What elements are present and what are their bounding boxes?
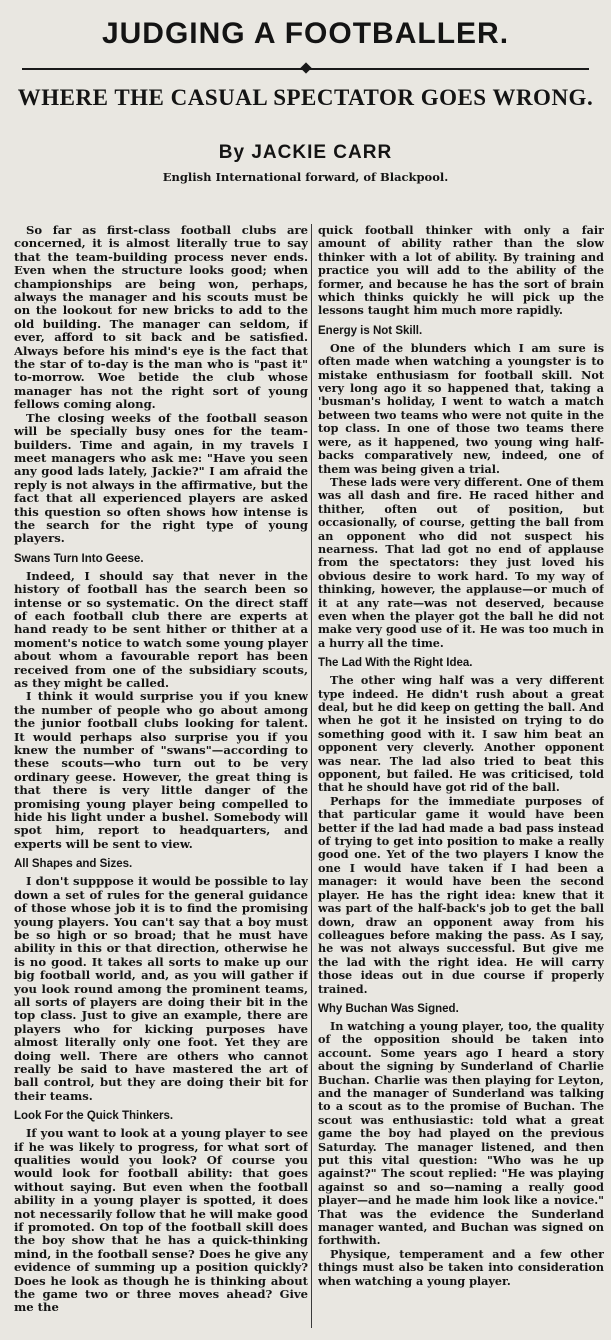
section-heading: Look For the Quick Thinkers. [14, 1110, 174, 1123]
paragraph: One of the blunders which I am sure is often made when watching a youngster is to mistake enthusiasm for football skill. Not very long ago it so happened that, taking a 'busman's holiday, I went to watch a match between two teams who were not quite in the top class. In one of those two teams there were, as it happened, two young wing half-backs comparatively new, indeed, one of them was being given a trial. [318, 340, 604, 476]
left-column [14, 224, 308, 1332]
paragraph: So far as first-class football clubs are concerned, it is almost literally true to say that the team-building process never ends. Even when the structure looks good; when championships are being won, perhaps, always the manager and his scouts must be on the lookout for new bricks to add to the old building. The manager can seldom, if ever, afford to sit back and be satisfied. Always before his mind's eye is the fact that the star of to-day is the man who is "past it" to-morrow. Woe betide the club whose manager has not the right sort of young fellows coming along. [14, 224, 308, 412]
paragraph: Indeed, I should say that never in the history of football has the search been so intense or so systematic. On the direct staff of each football club there are experts at hand ready to be sent hither or thither at a moment's notice to watch some young player about whom a favourable report has been received from one of the subsidiary scouts, as they might be called. [14, 568, 308, 690]
paragraph: If you want to look at a young player to see if he was likely to progress, for what sort of qualities would you look? Of course you would look for football ability: that goes without saying. But even when the football ability in a young player is spotted, it does not necessarily follow that he will make good if promoted. On top of the football skill does the boy show that he has a quick-thinking mind, in the football sense? Does he give any evidence of summing up a position quickly? Does he look as though he is thinking about the game two or three moves ahead? Give me the [14, 1126, 308, 1315]
section-heading: Energy is Not Skill. [318, 324, 423, 337]
diamond-ornament [300, 62, 311, 73]
section-heading: The Lad With the Right Idea. [318, 657, 473, 670]
column-rule [311, 224, 312, 1328]
right-column [318, 224, 604, 1332]
paragraph: quick football thinker with only a fair amount of ability rather than the slow thinker with a lot of ability. By training and practice you will add to the ability of the former, and because he has the sort of brain which thinks quickly he will pick up the lessons taught him much more rapidly. [318, 224, 604, 318]
subheadline: WHERE THE CASUAL SPECTATOR GOES WRONG. [17, 85, 594, 110]
paragraph: Perhaps for the immediate purposes of that particular game it would have been better if the lad had made a bad pass instead of trying to get into position to make a really good one. Yet of the two players I know the one I would have taken if I had been a manager: it would have been the second player. He has the right idea: knew that it was part of the half-back's job to get the ball down, draw an opponent away from his colleagues before making the pass. As I say, he was not always successful. But give me the lad with the right idea. He will carry those ideas out in due course if properly trained. [318, 793, 604, 996]
article-body [14, 224, 604, 1332]
section-heading: All Shapes and Sizes. [14, 858, 133, 871]
paragraph: The other wing half was a very different type indeed. He didn't rush about a great deal, but he did keep on getting the ball. And when he got it he insisted on trying to do something good with it. I saw him beat an opponent very cleverly. Another opponent was near. The lad also tried to beat this opponent, but failed. He was criticised, told that he should have got rid of the ball. [318, 673, 604, 795]
paragraph: I don't supppose it would be possible to lay down a set of rules for the general guidance of those whose job it is to find the promising young players. You can't say that a boy must be so high or so broad; that he must have ability in this or that direction, otherwise he is no good. It takes all sorts to make up our big football world, and, as you will gather if you look round among the prominent teams, all sorts of players are doing their bit in the top class. Just to give an example, there are players who for kicking purposes have almost literally only one foot. Yet they are doing well. There are others who cannot really be said to have mastered the art of ball control, but they are doing their bit for their teams. [14, 874, 308, 1103]
ornamental-rule [22, 62, 589, 76]
byline: By JACKIE CARR [218, 142, 393, 163]
paragraph: I think it would surprise you if you knew the number of people who go about among the junior football clubs looking for talent. It would perhaps also surprise you if you knew the number of "swans"—according to these scouts—who turn out to be very ordinary geese. However, the great thing is that there is very little danger of the promising young player being compelled to hide his light under a bushel. Somebody will spot him, report to headquarters, and experts will be sent to view. [14, 689, 308, 851]
paragraph: These lads were very different. One of them was all dash and fire. He raced hither and thither, often out of position, but occasionally, of course, getting the ball from an opponent who did not suspect his nearness. That lad got no end of applause from the spectators: they just loved his obvious desire to work hard. To my way of thinking, however, the applause—or much of it at any rate—was not deserved, because even when the player got the ball he did not make very good use of it. He was too much in a hurry all the time. [318, 474, 604, 650]
paragraph: The closing weeks of the football season will be specially busy ones for the team-builders. Time and again, in my travels I meet managers who ask me: "Have you seen any good lads lately, Jackie?" I am afraid the reply is not always in the affirmative, but the fact that all experienced players are asked this question so often shows how intense is the search for the right type of young players. [14, 410, 308, 546]
paragraph: Physique, temperament and a few other things must also be taken into consideration when watching a young player. [318, 1246, 604, 1288]
headline: JUDGING A FOOTBALLER. [101, 17, 510, 50]
section-heading: Why Buchan Was Signed. [318, 1002, 459, 1015]
author-credit: English International forward, of Blackpool. [162, 170, 449, 184]
paragraph: In watching a young player, too, the quality of the opposition should be taken into account. Some years ago I heard a story about the signing by Sunderland of Charlie Buchan. Charlie was then playing for Leyton, and the manager of Sunderland was talking to a scout as to the promise of Buchan. The scout was enthusiastic: told what a great game the boy had played on the previous Saturday. The manager listened, and then put this vital question: "Who was he up against?" The scout replied: "He was playing against so and so—naming a really good player—and he made him look like a novice." That was the evidence the Sunderland manager wanted, and Buchan was signed on forthwith. [318, 1018, 604, 1248]
section-heading: Swans Turn Into Geese. [14, 552, 144, 565]
